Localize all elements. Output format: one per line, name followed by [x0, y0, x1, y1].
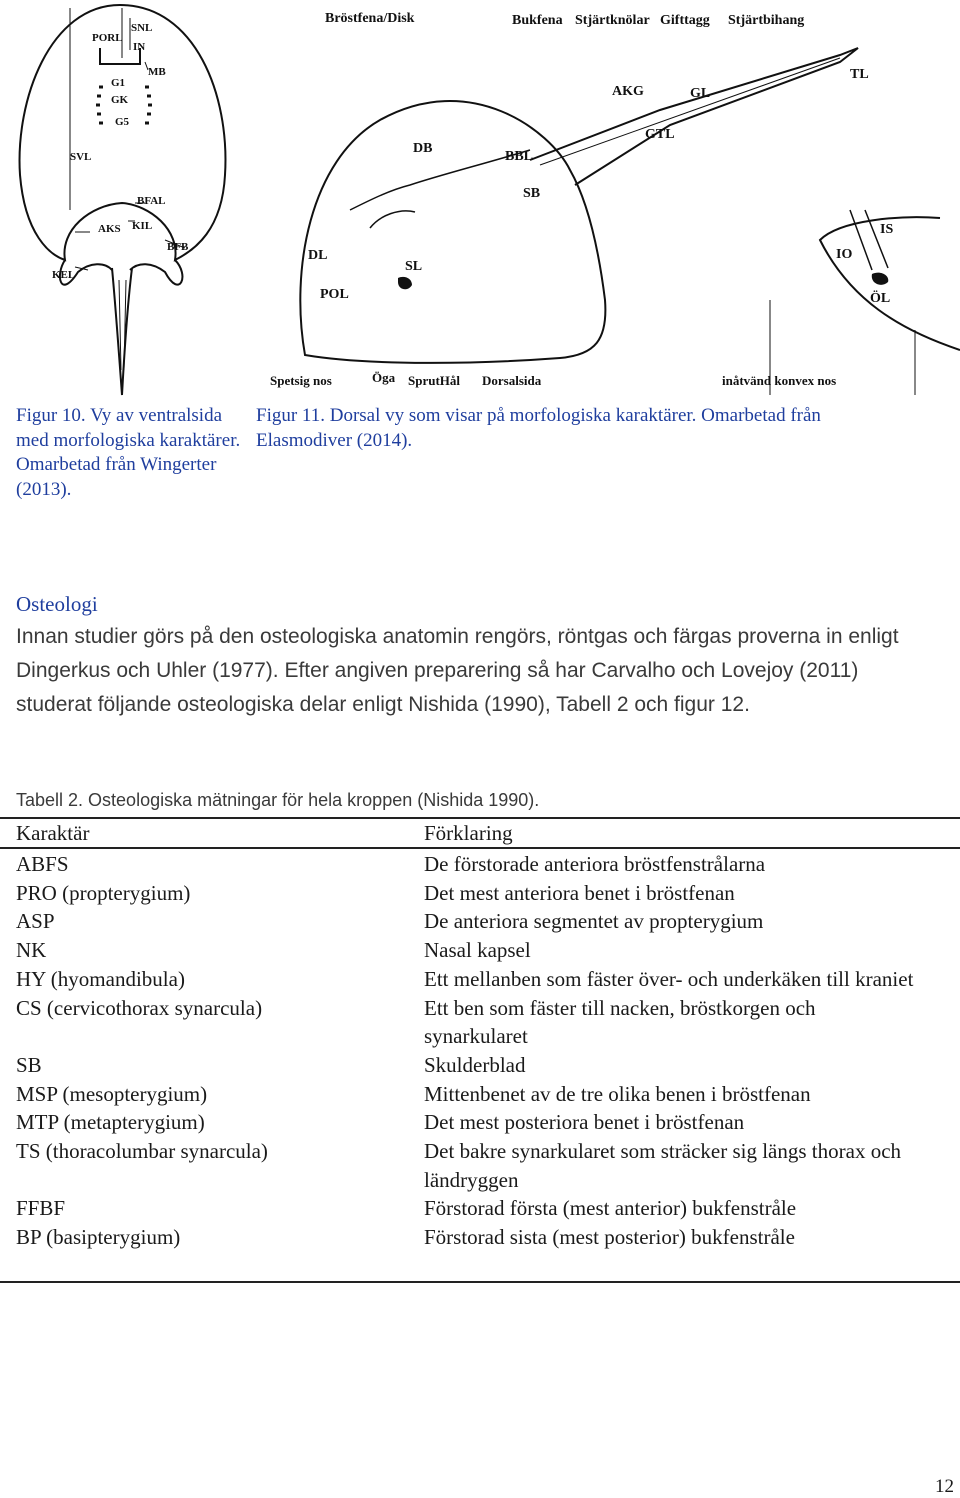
cell-description: Det mest anteriora benet i bröstfenan [424, 880, 735, 905]
section-paragraph [16, 620, 960, 722]
figure-10-caption-text: Vy av ventralsida med morfologiska karaktärer. Omarbetad från Wingerter (2013). [16, 405, 241, 500]
figure-11-caption [256, 404, 916, 453]
tail-inner-line [540, 58, 840, 165]
tail-outline [112, 268, 132, 395]
label-is: IS [880, 222, 894, 237]
cell-character: SB [16, 1052, 42, 1077]
label-porl: PORL [92, 32, 123, 44]
table-header-row [16, 819, 960, 847]
table-row [16, 1051, 960, 1080]
paragraph-line-2: Dingerkus och Uhler (1977). Efter angiven preparering så har Carvalho och Lovejoy (2011) [16, 659, 859, 682]
cell-character: BP (basipterygium) [16, 1225, 181, 1250]
label-bfal: BFAL [137, 195, 166, 207]
label-spruthal: SprutHål [408, 373, 461, 388]
dorsal-pointer-lines [312, 30, 800, 395]
cell-description: Förstorad sista (mest posterior) bukfenstråle [424, 1225, 795, 1250]
label-brostfena: Bröstfena/Disk [325, 11, 415, 26]
label-oga: Öga [372, 370, 396, 385]
label-gl: GL [690, 86, 711, 101]
label-bukfena: Bukfena [512, 13, 563, 28]
label-bbl: BBL [505, 149, 534, 164]
label-kil: KIL [132, 220, 153, 232]
label-aks: AKS [98, 223, 121, 235]
label-stjartbihang: Stjärtbihang [728, 13, 805, 28]
eye-left [398, 277, 412, 289]
cell-character: TS (thoracolumbar synarcula) [16, 1139, 268, 1164]
label-pol: POL [320, 287, 349, 302]
header-forklaring: Förklaring [424, 821, 513, 845]
label-io: IO [836, 247, 853, 262]
tail-outline-dorsal [530, 48, 858, 185]
cell-character: MSP (mesopterygium) [16, 1081, 208, 1106]
table-row [16, 1223, 960, 1252]
label-spetsig-nos: Spetsig nos [270, 373, 332, 388]
cell-character: MTP (metapterygium) [16, 1110, 205, 1135]
figure-11-caption-text: Dorsal vy som visar på morfologiska karaktärer. Omarbetad från Elasmodiver (2014). [256, 405, 821, 451]
table-row [16, 1108, 960, 1137]
figure-11-dorsal-view [240, 0, 960, 400]
snout-outline-right [820, 217, 960, 350]
table-caption: Tabell 2. Osteologiska mätningar för hela kroppen (Nishida 1990). [16, 790, 540, 810]
table-row [16, 994, 960, 1051]
label-ol: ÖL [870, 291, 891, 306]
pelvic-fins-outline [60, 260, 182, 285]
label-svl: SVL [70, 151, 92, 163]
cell-description: Förstorad första (mest anterior) bukfenstråle [424, 1196, 797, 1221]
gill-slits-left [96, 87, 103, 123]
label-inatvand: inåtvänd konvex nos [722, 373, 837, 388]
label-g5: G5 [115, 116, 130, 128]
cell-character: NK [16, 938, 47, 963]
label-akg: AKG [612, 84, 644, 99]
table-row [16, 1194, 960, 1223]
label-gtl: GTL [645, 127, 675, 142]
table-row [16, 936, 960, 965]
cell-description: Det bakre synarkularet som sträcker sig längs thorax och ländryggen [424, 1139, 902, 1192]
cell-description: Ett mellanben som fäster över- och underkäken till kraniet [424, 966, 914, 991]
table-row [16, 965, 960, 994]
label-bfb: BFB [167, 241, 189, 253]
cell-description: De förstorade anteriora bröstfenstrålarna [424, 852, 766, 876]
label-sb: SB [523, 186, 541, 201]
paragraph-line-1: Innan studier görs på den osteologiska anatomin rengörs, röntgas och färgas proverna in enligt [16, 625, 899, 648]
osteology-table [16, 819, 960, 1252]
table-row [16, 1137, 960, 1194]
cell-character: ABFS [16, 852, 69, 876]
table-row [16, 907, 960, 936]
figure-11-caption-label: Figur 11. [256, 405, 325, 426]
header-karaktar: Karaktär [16, 821, 90, 845]
cell-description: Skulderblad [424, 1052, 526, 1077]
dorsal-spots [370, 211, 415, 228]
section-heading: Osteologi [16, 592, 98, 616]
cell-character: FFBF [16, 1196, 66, 1221]
figure-10-ventral-view [0, 0, 240, 400]
label-db: DB [413, 141, 433, 156]
label-sl: SL [405, 259, 423, 274]
cell-description: Mittenbenet av de tre olika benen i bröstfenan [424, 1081, 811, 1106]
dorsal-disc-outline [300, 101, 605, 363]
label-stjartknolar: Stjärtknölar [575, 13, 650, 28]
label-kel: KEL [52, 269, 76, 281]
table-row [16, 1080, 960, 1109]
table-row [16, 879, 960, 908]
label-tl: TL [850, 67, 869, 82]
label-snl: SNL [131, 22, 153, 34]
cell-description: Det mest posteriora benet i bröstfenan [424, 1110, 745, 1135]
tail-stripes [350, 150, 530, 210]
table-row [16, 847, 960, 879]
cell-description: De anteriora segmentet av propterygium [424, 909, 764, 934]
cell-description: Nasal kapsel [424, 938, 531, 963]
figure-10-caption [16, 404, 242, 502]
label-g1: G1 [111, 77, 126, 89]
label-mb: MB [148, 66, 166, 78]
cell-description: Ett ben som fäster till nacken, bröstkorgen och synarkularet [424, 995, 816, 1049]
label-dl: DL [308, 248, 328, 263]
label-dorsalsida: Dorsalsida [482, 373, 542, 388]
cell-character: PRO (propterygium) [16, 880, 191, 905]
figure-10-caption-label: Figur 10. [16, 405, 86, 426]
label-in: IN [133, 41, 146, 53]
table-bottom-rule [0, 1281, 960, 1283]
cell-character: ASP [16, 909, 55, 934]
cell-character: CS (cervicothorax synarcula) [16, 995, 263, 1020]
label-gifttagg: Gifttagg [660, 13, 710, 28]
gill-slits-right [145, 87, 152, 123]
paragraph-line-3: studerat följande osteologiska delar enligt Nishida (1990), Tabell 2 och figur 12. [16, 693, 750, 716]
page-number: 12 [935, 1476, 954, 1497]
eye-right [872, 273, 888, 285]
label-gk: GK [111, 94, 129, 106]
cell-character: HY (hyomandibula) [16, 966, 185, 991]
